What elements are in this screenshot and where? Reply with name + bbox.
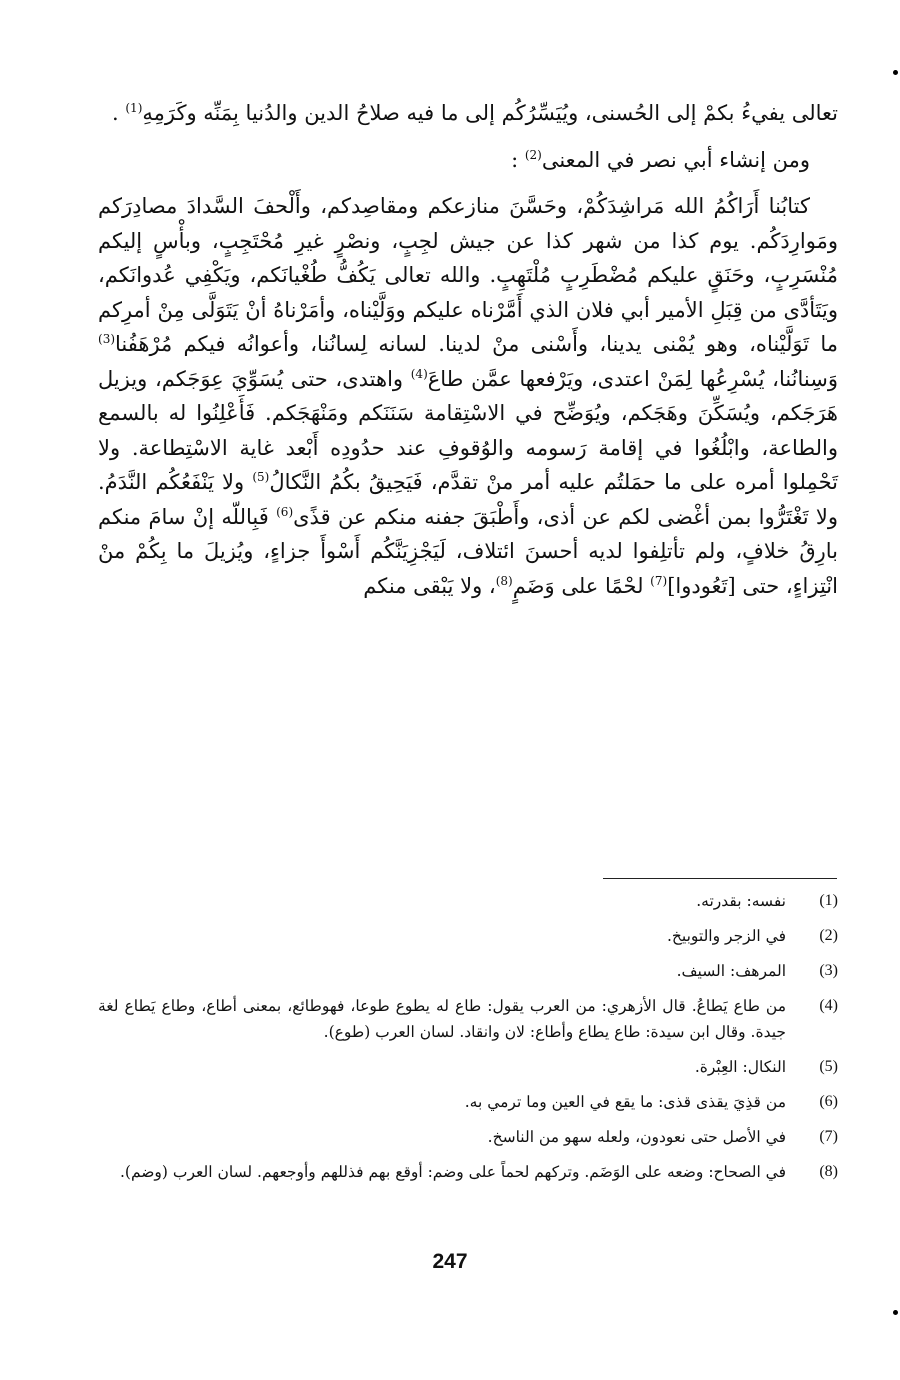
- page-number: 247: [432, 1250, 468, 1273]
- footnote-item: [98, 1159, 838, 1185]
- footnote-text: من قذِيَ يقذى قذى: ما يقع في العين وما ترمي به.: [464, 1093, 786, 1111]
- letter-text-g: ، ولا يَبْقى منكم: [363, 573, 496, 598]
- footnote-ref-4: (4): [410, 366, 428, 381]
- letter-text-c: واهتدى، حتى يُسَوِّيَ عِوَجَكم، ويزيل هَرَجَكم، ويُسَكِّنَ وهَجَكم، ويُوَضِّح في الاسْتِقامة سَنَنَكم ومَنْهَجَكم. فَأَعْلِنُوا له بالسمع والطاعة، وابْلُغُوا في إقامة رَسومه والوُقوفِ عند حدُودِه أَبْعد غاية الاسْتِطاعة. ولا تَحْمِلوا أمره على ما حمَلتُم عليه أمر منْ تقدَّم، فَيَحِيقُ بكُمُ النَّكالُ: [98, 366, 838, 494]
- footnote-item: [98, 1124, 838, 1150]
- footnote-number: (3): [819, 962, 838, 979]
- footnote-text: النكال: العِبْرة.: [694, 1058, 786, 1076]
- footnote-item: [98, 993, 838, 1045]
- paragraph-heading: [98, 143, 810, 178]
- letter-text-e: فَبِاللّه إنْ سامَ منكم بارِقُ خلافٍ، ولم تأتلِفوا لديه أحسنَ ائتلاف، لَيَجْزِيَنَّكُم أَسْوأَ جزاءٍ، ويُزيلَ ما بِكُمْ منْ انْتِزاءٍ، حتى [تَعُودوا]: [98, 504, 838, 598]
- footnote-text: في الصحاح: وضعه على الوَضَم. وتركهم لحماً على وضم: أوقع بهم فذللهم وأوجعهم. لسان العرب (وضم).: [119, 1163, 786, 1181]
- footnote-item: [98, 923, 838, 949]
- footnote-number: (5): [819, 1058, 838, 1075]
- paragraph-1-text: تعالى يفيءُ بكمْ إلى الحُسنى، ويُيَسِّرُكُم إلى ما فيه صلاحُ الدين والدُنيا بِمَنِّه وكَرَمِهِ: [142, 101, 838, 125]
- margin-dot-bottom: [893, 1310, 898, 1315]
- footnote-ref-2: (2): [524, 147, 542, 162]
- footnote-divider: [603, 878, 837, 879]
- footnote-number: (1): [819, 892, 838, 909]
- letter-text-a: كتابُنا أَرَاكُمُ الله مَراشِدَكُمْ، وحَسَّنَ منازعكم ومقاصِدكم، وأَلْحفَ السَّدادَ مصادِرَكم ومَوارِدَكُم. يوم كذا من شهر كذا عن جيش لجِبٍ، ونصْرٍ غيرِ مُحْتَجِبٍ، وبأْسٍ إليكم مُنْسَرِبٍ، وحَنَقٍ عليكم مُضْطَرِبٍ مُلْتَهِبٍ. والله تعالى يَكُفُّ طُغْيانَكم، ويَكْفِي عُدوانَكم، ويَتَأدَّى من قِبَلِ الأمير أبي فلان الذي أَمَّرْناه عليكم ووَلَّيْناه، وأمَرْناهُ أنْ يَتَوَلَّى مِنْ أمرِكم ما تَوَلَّيْناه، وهو يُمْنى يدينا، وأَسْنى منْ لدينا. لسانه لِسانُنا، وأعوانُه فيكم مُرْهَفُنا: [98, 194, 838, 356]
- footnote-ref-8: (8): [495, 573, 513, 588]
- footnote-text: في الأصل حتى نعودون، ولعله سهو من الناسخ.: [487, 1128, 786, 1146]
- footnote-ref-1: (1): [125, 101, 143, 115]
- footnotes: [98, 888, 838, 1194]
- footnote-text: من طاع يَطاعُ. قال الأزهري: من العرب يقول: طاع له يطوع طوعا، فهوطائع، بمعنى أطاع، وطاع يَطاع لغة جيدة. وقال ابن سيدة: طاع يطاع وأطاع: لان وانقاد. لسان العرب (طوع).: [98, 997, 786, 1041]
- footnote-number: (4): [819, 997, 838, 1014]
- footnote-text: المرهف: السيف.: [676, 962, 786, 980]
- footnote-ref-5: (5): [252, 470, 270, 484]
- footnote-number: (6): [819, 1093, 838, 1110]
- footnote-number: (7): [819, 1128, 838, 1145]
- footnote-item: [98, 958, 838, 984]
- footnote-number: (8): [819, 1163, 838, 1180]
- footnote-ref-3: (3): [98, 332, 116, 346]
- footnote-item: [98, 1089, 838, 1115]
- footnote-item: [98, 888, 838, 914]
- footnote-ref-6: (6): [276, 504, 294, 519]
- paragraph-letter: [98, 189, 838, 603]
- margin-dot-top: [893, 70, 898, 75]
- paragraph-1-end: .: [111, 101, 119, 125]
- letter-text-d: ولا يَنْفَعُكُم النَّدَمُ. ولا تَغْتَرُّوا بمن أغْضى لكم عن أذى، وأَطْبَقَ جفنه منكم عن قذًى: [98, 470, 838, 529]
- footnote-text: في الزجر والتوبيخ.: [666, 927, 786, 945]
- footnote-number: (2): [819, 927, 838, 944]
- paragraph-2-end: :: [511, 147, 519, 172]
- footnote-item: [98, 1054, 838, 1080]
- letter-text-b: وَسِنانُنا، يُسْرِعُها لِمَنْ اعتدى، ويَرْفعها عمَّن طاعَ: [427, 366, 838, 391]
- paragraph-2-text: ومن إنشاء أبي نصر في المعنى: [541, 147, 810, 172]
- paragraph-continuation: [98, 96, 838, 131]
- letter-text-f: لحْمًا على وَضَمٍ: [512, 573, 651, 598]
- main-text: [98, 96, 838, 615]
- footnote-ref-7: (7): [650, 573, 668, 588]
- footnote-text: نفسه: بقدرته.: [696, 892, 786, 910]
